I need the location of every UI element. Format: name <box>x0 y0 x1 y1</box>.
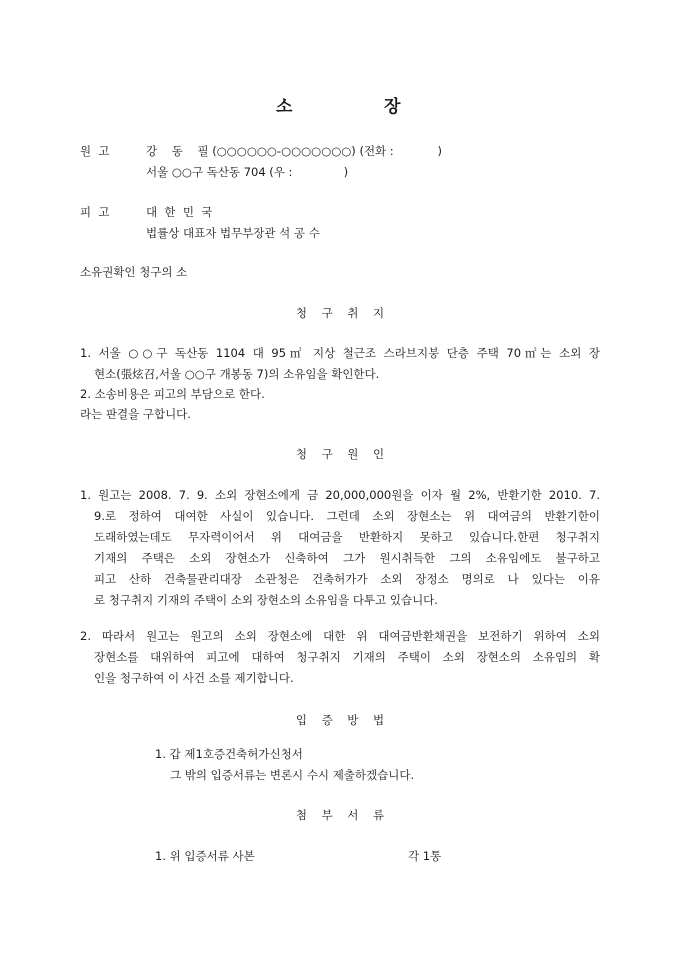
claim-cause-para1-line1: 1. 원고는 2008. 7. 9. 소외 장현소에게 금 20,000,000원을 이자 월 2%, 반환기한 2010. 7. <box>80 488 600 502</box>
evidence-note: 그 밖의 입증서류는 변론시 수시 제출하겠습니다. <box>170 768 415 782</box>
claim-cause-para1-line4: 기재의 주택은 소외 장현소가 신축하여 그가 원시취득한 그의 소유임에도 불구하고 <box>94 551 600 565</box>
claim-purpose-heading: 청 구 취 지 <box>295 306 385 320</box>
defendant-representative: 법률상 대표자 법무부장관 석 공 수 <box>146 226 320 240</box>
claim-cause-para1-line5: 피고 산하 건축물관리대장 소관청은 건축허가가 소외 장정소 명의로 나 있다는 이유 <box>94 572 600 586</box>
claim-cause-para1-line3: 도래하였는데도 무자력이어서 위 대여금을 반환하지 못하고 있습니다.한편 청구취지 <box>94 530 600 544</box>
defendant-label: 피 고 <box>80 205 110 219</box>
claim-purpose-item2: 2. 소송비용은 피고의 부담으로 한다. <box>80 387 265 401</box>
plaintiff-label: 원 고 <box>80 144 110 158</box>
attachments-count: 각 1통 <box>408 849 442 863</box>
attachments-item1: 1. 위 입증서류 사본 <box>155 849 255 863</box>
attachments-heading: 첨 부 서 류 <box>295 808 385 822</box>
claim-cause-para2-line2: 장현소를 대위하여 피고에 대하여 청구취지 기재의 주택이 소외 장현소의 소유임의 확 <box>94 650 600 664</box>
claim-cause-para1-line2: 9.로 정하여 대여한 사실이 있습니다. 그런데 소외 장현소는 위 대여금의 반환기한이 <box>94 509 600 523</box>
claim-purpose-item1-line1: 1. 서울 ○○구 독산동 1104 대 95㎡ 지상 철근조 스라브지붕 단층 주택 70㎡는 소외 장 <box>80 346 600 360</box>
plaintiff-address: 서울 ○○구 독산동 704 (우 : ) <box>146 165 349 179</box>
evidence-item1: 1. 갑 제1호증건축허가신청서 <box>155 747 303 761</box>
document-title-right: 장 <box>384 97 402 117</box>
defendant-name: 대 한 민 국 <box>146 205 213 219</box>
claim-cause-heading: 청 구 원 인 <box>295 447 385 461</box>
plaintiff-name-line: 강 동 필 (○○○○○○-○○○○○○○) (전화 : ) <box>146 144 443 158</box>
claim-cause-para1-line6: 로 청구취지 기재의 주택이 소외 장현소의 소유임을 다투고 있습니다. <box>94 593 438 607</box>
claim-cause-para2-line3: 인을 청구하여 이 사건 소를 제기합니다. <box>94 671 294 685</box>
evidence-heading: 입 증 방 법 <box>295 713 385 727</box>
case-name: 소유권확인 청구의 소 <box>80 265 188 279</box>
claim-purpose-closing: 라는 판결을 구합니다. <box>80 407 191 421</box>
claim-cause-para2-line1: 2. 따라서 원고는 원고의 소외 장현소에 대한 위 대여금반환채권을 보전하기 위하여 소외 <box>80 629 600 643</box>
claim-purpose-item1-line2: 현소(張炫召,서울 ○○구 개봉동 7)의 소유임을 확인한다. <box>94 367 380 381</box>
document-title-left: 소 <box>276 97 294 117</box>
